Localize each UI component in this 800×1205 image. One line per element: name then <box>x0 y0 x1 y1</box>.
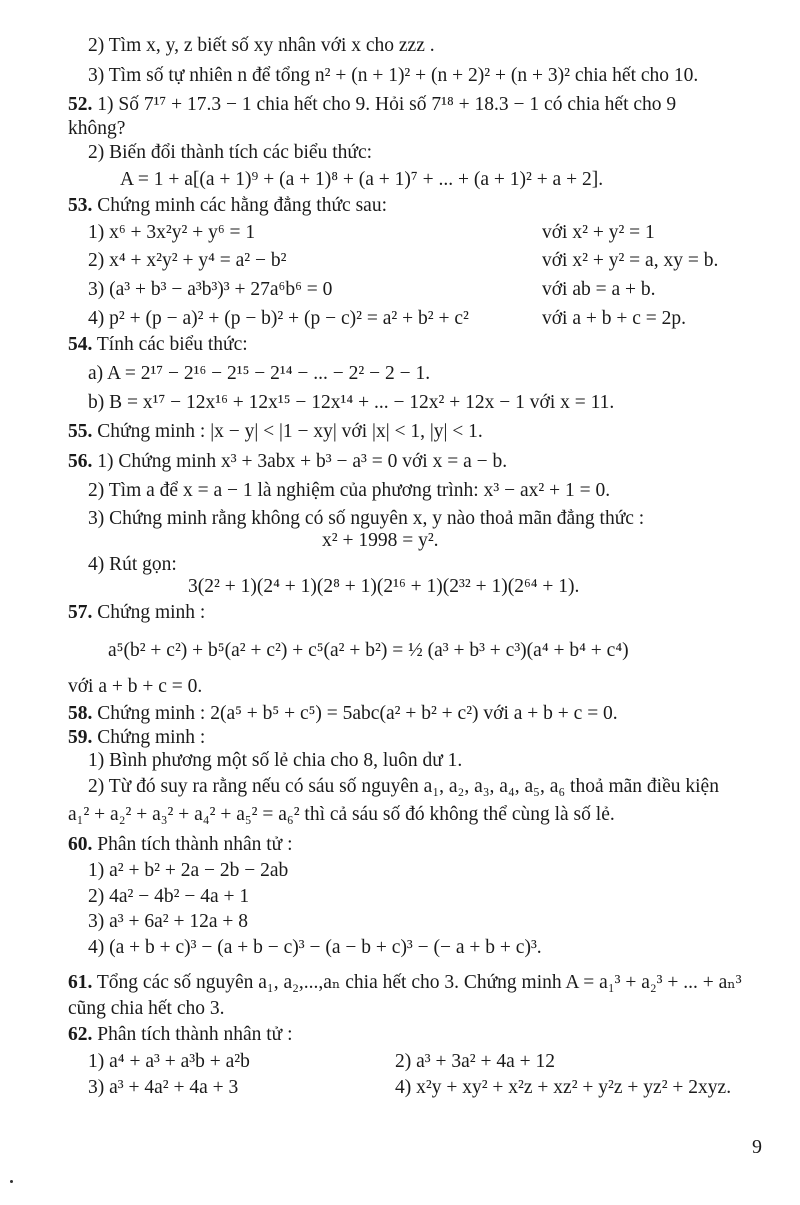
text-line: 2) a³ + 3a² + 4a + 12 <box>395 1051 556 1072</box>
text-line: 61. Tổng các số nguyên a₁, a₂,...,aₙ chia hết cho 3. Chứng minh A = a₁³ + a₂³ + ... + aₙ³ <box>68 972 742 993</box>
exercise-number: 58. <box>68 703 93 724</box>
text-line: 52. 1) Số 7¹⁷ + 17.3 − 1 chia hết cho 9. Hỏi số 7¹⁸ + 18.3 − 1 có chia hết cho 9 <box>68 94 677 115</box>
text-line: a) A = 2¹⁷ − 2¹⁶ − 2¹⁵ − 2¹⁴ − ... − 2² − 2 − 1. <box>88 363 431 384</box>
text-line: 2) 4a² − 4b² − 4a + 1 <box>88 886 250 907</box>
text-line: 2) Biến đổi thành tích các biểu thức: <box>88 142 373 163</box>
text-line: 4) x²y + xy² + x²z + xz² + y²z + yz² + 2xyz. <box>395 1077 732 1098</box>
text-line: 2) Tìm a để x = a − 1 là nghiệm của phương trình: x³ − ax² + 1 = 0. <box>88 480 611 501</box>
exercise-number: 55. <box>68 421 93 442</box>
exercise-number: 53. <box>68 195 93 216</box>
text-line: 53. Chứng minh các hằng đẳng thức sau: <box>68 195 387 216</box>
text-line: 3) (a³ + b³ − a³b³)³ + 27a⁶b⁶ = 0 <box>88 279 333 300</box>
text-line: 4) p² + (p − a)² + (p − b)² + (p − c)² = a² + b² + c² <box>88 308 469 329</box>
text-line: với a + b + c = 0. <box>68 676 203 697</box>
text-line: a₁² + a₂² + a₃² + a₄² + a₅² = a₆² thì cả sáu số đó không thể cùng là số lẻ. <box>68 804 615 825</box>
exercise-number: 56. <box>68 451 93 472</box>
text-line: 4) (a + b + c)³ − (a + b − c)³ − (a − b + c)³ − (− a + b + c)³. <box>88 937 542 958</box>
text-line: với x² + y² = 1 <box>542 222 655 243</box>
text-line: không? <box>68 118 126 139</box>
text-line: 62. Phân tích thành nhân tử : <box>68 1024 293 1045</box>
text-line: 59. Chứng minh : <box>68 727 206 748</box>
exercise-number: 61. <box>68 972 93 993</box>
exercise-number: 60. <box>68 834 93 855</box>
text-line: 3) a³ + 4a² + 4a + 3 <box>88 1077 239 1098</box>
text-line: A = 1 + a[(a + 1)⁹ + (a + 1)⁸ + (a + 1)⁷ + ... + (a + 1)² + a + 2]. <box>120 169 604 190</box>
text-line: 60. Phân tích thành nhân tử : <box>68 834 293 855</box>
text-line: với ab = a + b. <box>542 279 656 300</box>
text-line: 2) Tìm x, y, z biết số xy nhân với x cho zzz . <box>88 35 435 56</box>
text-line: 3) a³ + 6a² + 12a + 8 <box>88 911 249 932</box>
text-line: 1) Bình phương một số lẻ chia cho 8, luôn dư 1. <box>88 750 463 771</box>
text-line: 58. Chứng minh : 2(a⁵ + b⁵ + c⁵) = 5abc(a² + b² + c²) với a + b + c = 0. <box>68 703 618 724</box>
text-line: 56. 1) Chứng minh x³ + 3abx + b³ − a³ = 0 với x = a − b. <box>68 451 508 472</box>
text-line: 4) Rút gọn: <box>88 554 177 575</box>
text-line: a⁵(b² + c²) + b⁵(a² + c²) + c⁵(a² + b²) = ½ (a³ + b³ + c³)(a⁴ + b⁴ + c⁴) <box>108 640 629 661</box>
text-line: với x² + y² = a, xy = b. <box>542 250 719 271</box>
text-line: 55. Chứng minh : |x − y| < |1 − xy| với |x| < 1, |y| < 1. <box>68 421 483 442</box>
text-line: cũng chia hết cho 3. <box>68 998 225 1019</box>
text-line: 54. Tính các biểu thức: <box>68 334 248 355</box>
text-line: 57. Chứng minh : <box>68 602 206 623</box>
exercise-number: 59. <box>68 727 93 748</box>
exercise-number: 62. <box>68 1024 93 1045</box>
exercise-number: 54. <box>68 334 93 355</box>
text-line: 1) a⁴ + a³ + a³b + a²b <box>88 1051 250 1072</box>
page-number: 9 <box>752 1136 762 1158</box>
exercise-number: 52. <box>68 94 93 115</box>
text-line: 3(2² + 1)(2⁴ + 1)(2⁸ + 1)(2¹⁶ + 1)(2³² + 1)(2⁶⁴ + 1). <box>188 576 580 597</box>
text-line: x² + 1998 = y². <box>322 530 439 551</box>
text-line: 1) x⁶ + 3x²y² + y⁶ = 1 <box>88 222 256 243</box>
text-line: với a + b + c = 2p. <box>542 308 687 329</box>
text-line: 3) Chứng minh rằng không có số nguyên x, y nào thoả mãn đẳng thức : <box>88 508 645 529</box>
text-line: 2) x⁴ + x²y² + y⁴ = a² − b² <box>88 250 287 271</box>
text-line: b) B = x¹⁷ − 12x¹⁶ + 12x¹⁵ − 12x¹⁴ + ... − 12x² + 12x − 1 với x = 11. <box>88 392 615 413</box>
text-line: 1) a² + b² + 2a − 2b − 2ab <box>88 860 289 881</box>
text-line: 2) Từ đó suy ra rằng nếu có sáu số nguyên a₁, a₂, a₃, a₄, a₅, a₆ thoả mãn điều kiện <box>88 776 719 797</box>
scan-speck <box>10 1180 13 1183</box>
text-line: 3) Tìm số tự nhiên n để tổng n² + (n + 1)² + (n + 2)² + (n + 3)² chia hết cho 10. <box>88 65 699 86</box>
exercise-number: 57. <box>68 602 93 623</box>
